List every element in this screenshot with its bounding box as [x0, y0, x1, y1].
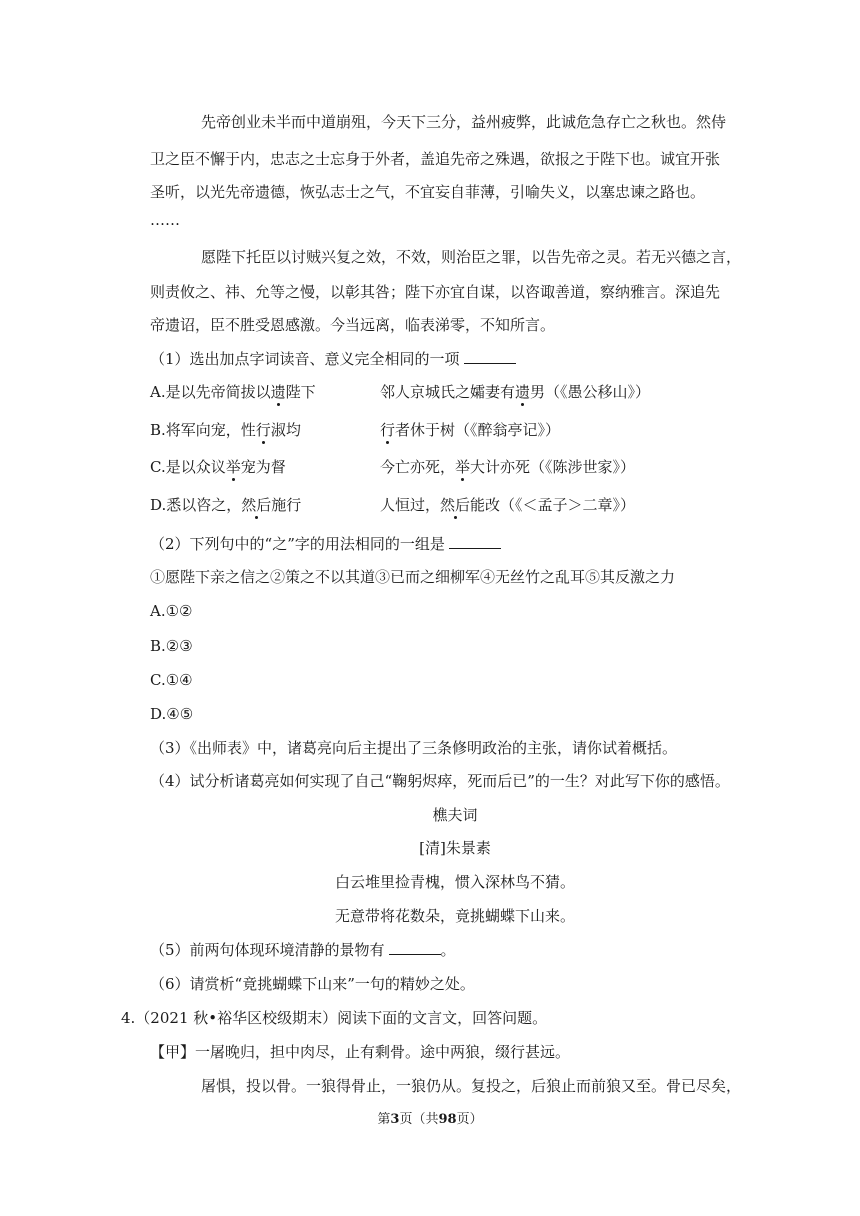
question-5: （5）前两句体现环境清静的景物有 。 — [150, 941, 456, 959]
passage-line: 先帝创业未半而中道崩殂，今天下三分，益州疲弊，此诚危急存亡之秋也。然侍 — [201, 113, 727, 131]
passage-line: 卫之臣不懈于内，忠志之士忘身于外者，盖追先帝之殊遇，欲报之于陛下也。诚宜开张 — [150, 150, 721, 168]
dotted-char: 行 — [255, 421, 271, 439]
q2-option-d: D.④⑤ — [150, 705, 194, 723]
answer-blank[interactable] — [449, 534, 501, 549]
option-left: D.悉以咨之，然后施行 — [150, 496, 302, 514]
question-1-stem — [150, 349, 516, 369]
question-text: （5）前两句体现环境清静的景物有 — [150, 941, 385, 959]
page-number: 3 — [390, 1112, 400, 1127]
question-3: （3）《出师表》中，诸葛亮向后主提出了三条修明政治的主张，请你试着概括。 — [150, 739, 678, 757]
question-text: （1）选出加点字词读音、意义完全相同的一项 — [150, 350, 460, 368]
option-right: 邻人京城氏之孀妻有遗男（《愚公移山》） — [380, 383, 651, 401]
dotted-char: 然后 — [440, 496, 471, 514]
question-4: （4）试分析诸葛亮如何实现了自己“鞠躬烬瘁，死而后已”的一生？对此写下你的感悟。 — [150, 772, 730, 790]
page-total: 98 — [438, 1112, 457, 1127]
option-left: A.是以先帝简拔以遗陛下 — [150, 383, 316, 401]
dotted-char: 然后 — [241, 496, 272, 514]
page-footer: 第3页（共98页） — [377, 1112, 483, 1127]
question-text: （2）下列句中的“之”字的用法相同的一组是 — [150, 535, 445, 553]
question-2-stem — [150, 534, 501, 554]
q2-sentences: ①愿陛下亲之信之②策之不以其道③已而之细柳军④无丝竹之乱耳⑤其反激之力 — [150, 568, 676, 586]
passage-jia-line: 【甲】一屠晚归，担中肉尽，止有剩骨。途中两狼，缀行甚远。 — [150, 1043, 571, 1061]
poem-line: 白云堆里捡青槐，惯入深林鸟不猜。 — [334, 873, 575, 891]
q2-option-b: B.②③ — [150, 637, 193, 655]
answer-blank[interactable] — [389, 940, 441, 955]
question-6: （6）请赏析“竟挑蝴蝶下山来”一句的精妙之处。 — [150, 975, 475, 993]
option-right: 行者休于树（《醉翁亭记》） — [380, 421, 561, 439]
answer-blank[interactable] — [464, 349, 516, 364]
poem-line: 无意带将花数朵，竟挑蝴蝶下山来。 — [334, 907, 575, 925]
option-right: 人恒过，然后能改（《＜孟子＞二章》） — [380, 496, 636, 514]
passage-line: 则责攸之、祎、允等之慢，以彰其咎；陛下亦宜自谋，以咨诹善道，察纳雅言。深追先 — [150, 283, 721, 301]
passage-line: 帝遗诏，臣不胜受恩感激。今当远离，临表涕零，不知所言。 — [150, 316, 556, 334]
ellipsis: …… — [150, 211, 180, 229]
passage-jia-line: 屠惧，投以骨。一狼得骨止，一狼仍从。复投之，后狼止而前狼又至。骨已尽矣， — [201, 1077, 742, 1095]
dotted-char: 举 — [225, 458, 241, 476]
question-heading: 4.（2021 秋•裕华区校级期末）阅读下面的文言文，回答问题。 — [121, 1009, 548, 1027]
option-right: 今亡亦死，举大计亦死（《陈涉世家》） — [380, 458, 636, 476]
q2-option-c: C.①④ — [150, 671, 193, 689]
dotted-char: 行 — [380, 421, 396, 439]
dotted-char: 遗 — [515, 383, 531, 401]
option-left: C.是以众议举宠为督 — [150, 458, 286, 476]
poem-title: 樵夫词 — [432, 806, 478, 824]
option-left: B.将军向宠，性行淑均 — [150, 421, 301, 439]
dotted-char: 举 — [455, 458, 471, 476]
dotted-char: 遗 — [270, 383, 286, 401]
passage-line: 愿陛下托臣以讨贼兴复之效，不效，则治臣之罪，以告先帝之灵。若无兴德之言， — [201, 248, 742, 266]
passage-line: 圣听，以光先帝遗德，恢弘志士之气，不宜妄自菲薄，引喻失义，以塞忠谏之路也。 — [150, 183, 706, 201]
q2-option-a: A.①② — [150, 602, 193, 620]
poem-author: [清]朱景素 — [419, 839, 491, 857]
